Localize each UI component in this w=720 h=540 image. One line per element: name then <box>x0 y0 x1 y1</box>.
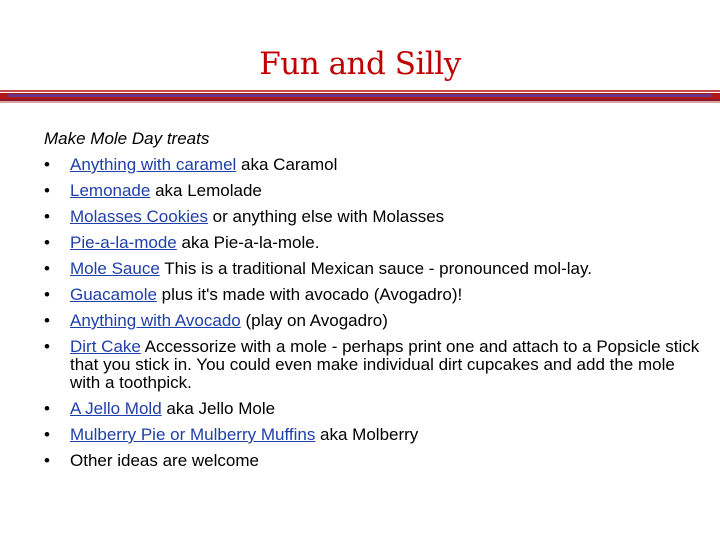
link-anything-with-caramel[interactable]: Anything with caramel <box>70 155 237 174</box>
list-item <box>44 308 706 334</box>
list-item <box>44 178 706 204</box>
bullet-icon: • <box>44 285 50 304</box>
bullet-icon: • <box>44 259 50 278</box>
link-molasses-cookies[interactable]: Molasses Cookies <box>70 207 208 226</box>
list-item <box>44 396 706 422</box>
item-text: (play on Avogadro) <box>240 311 388 330</box>
list-item <box>44 204 706 230</box>
bullet-icon: • <box>44 337 50 356</box>
bullet-icon: • <box>44 451 50 470</box>
link-mole-sauce[interactable]: Mole Sauce <box>70 259 160 278</box>
bullet-icon: • <box>44 207 50 226</box>
list-item <box>44 334 706 396</box>
slide-title: Fun and Silly <box>259 46 461 82</box>
item-text: aka Molberry <box>315 425 419 444</box>
list-item <box>44 152 706 178</box>
bullet-icon: • <box>44 399 50 418</box>
link-anything-with-avocado[interactable]: Anything with Avocado <box>70 311 241 330</box>
item-text: or anything else with Molasses <box>207 207 445 226</box>
bullet-icon: • <box>44 233 50 252</box>
link-lemonade[interactable]: Lemonade <box>70 181 151 200</box>
item-text: Accessorize with a mole - perhaps print one and attach to a Popsicle stick that you stick in. You could even make individual dirt cupcakes and add the mole with a toothpick. <box>70 337 700 392</box>
list-item <box>44 422 706 448</box>
item-text: Other ideas are welcome <box>70 451 259 470</box>
bullet-icon: • <box>44 311 50 330</box>
bullet-icon: • <box>44 155 50 174</box>
list-item <box>44 230 706 256</box>
link-guacamole[interactable]: Guacamole <box>70 285 157 304</box>
list-item <box>44 256 706 282</box>
link-mulberry-pie-or-muffins[interactable]: Mulberry Pie or Mulberry Muffins <box>70 425 316 444</box>
item-text: aka Caramol <box>236 155 338 174</box>
title-divider <box>0 90 720 103</box>
item-text: plus it's made with avocado (Avogadro)! <box>156 285 463 304</box>
slide-body <box>44 126 706 474</box>
intro-text: Make Mole Day treats <box>44 129 210 148</box>
item-text: aka Lemolade <box>150 181 262 200</box>
treat-list <box>44 152 706 474</box>
item-text: aka Jello Mole <box>161 399 276 418</box>
list-item <box>44 448 706 474</box>
bullet-icon: • <box>44 181 50 200</box>
item-text: This is a traditional Mexican sauce - pronounced mol-lay. <box>159 259 592 278</box>
link-dirt-cake[interactable]: Dirt Cake <box>70 337 141 356</box>
link-pie-a-la-mode[interactable]: Pie-a-la-mode <box>70 233 177 252</box>
list-item <box>44 282 706 308</box>
bullet-icon: • <box>44 425 50 444</box>
item-text: aka Pie-a-la-mole. <box>176 233 320 252</box>
link-a-jello-mold[interactable]: A Jello Mold <box>70 399 162 418</box>
